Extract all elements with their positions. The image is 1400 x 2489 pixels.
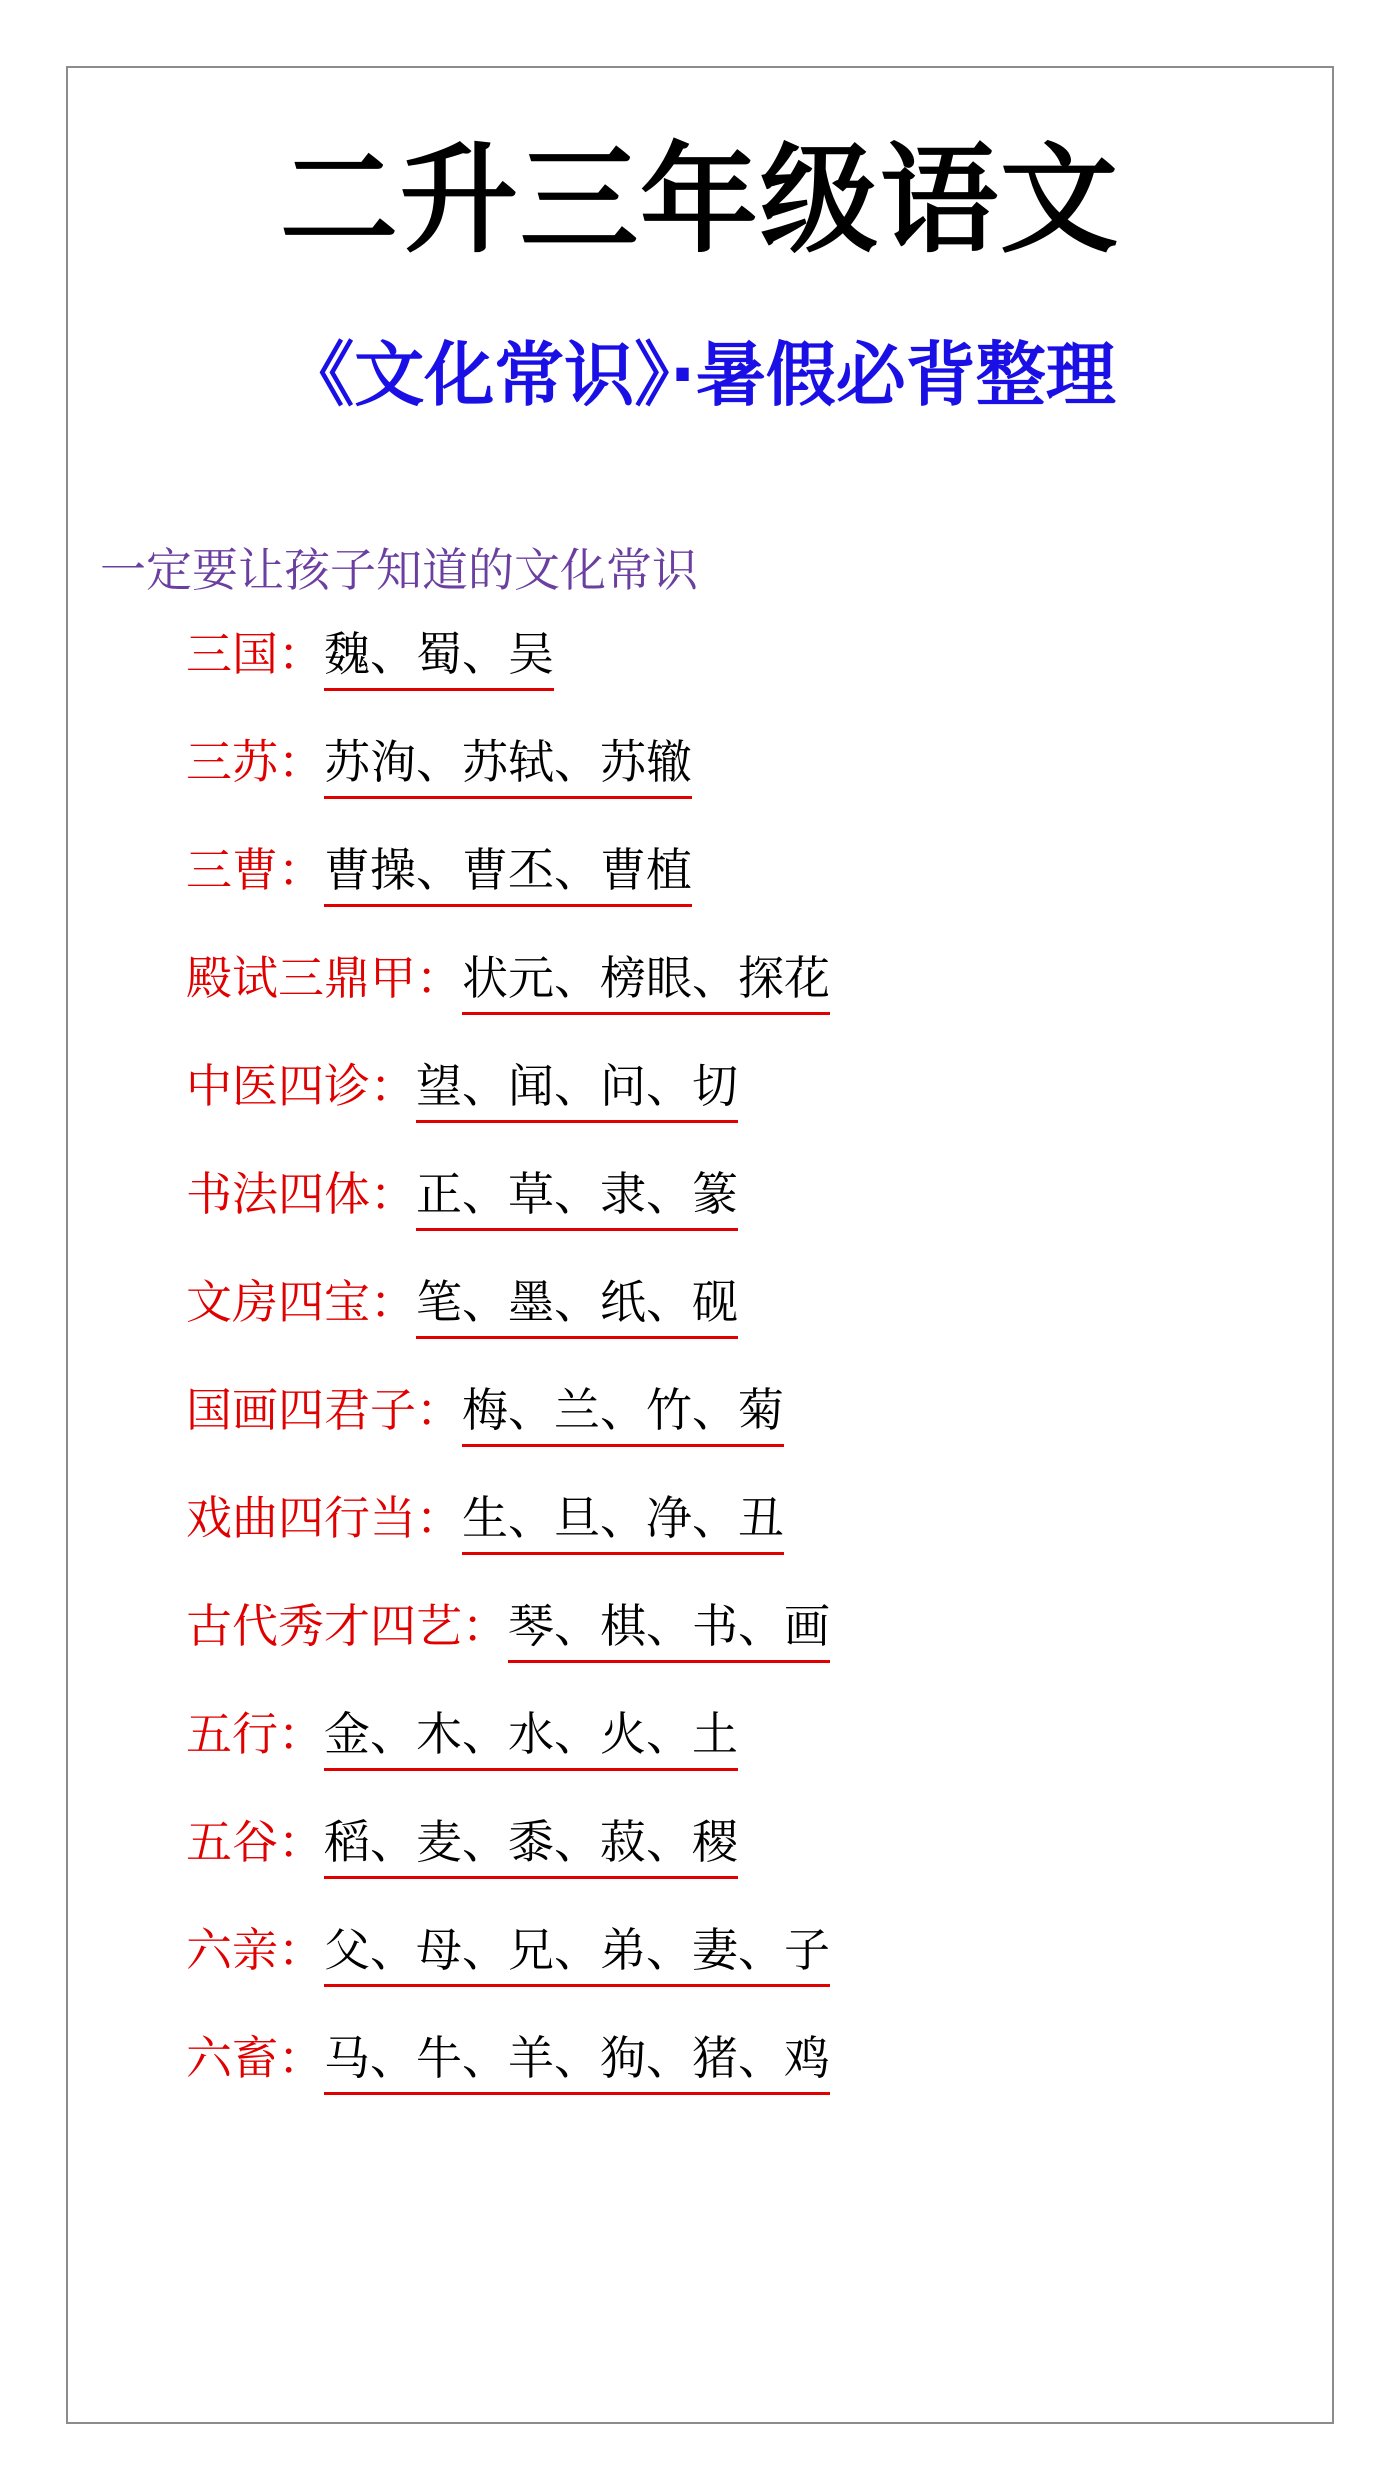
- item-value: 父、母、兄、弟、妻、子: [324, 1918, 830, 1987]
- item-label: 古代秀才四艺：: [186, 1599, 508, 1653]
- list-item: [186, 1594, 1286, 1702]
- list-item: [186, 1162, 1286, 1270]
- item-value: 正、草、隶、篆: [416, 1162, 738, 1231]
- list-item: [186, 946, 1286, 1054]
- list-item: [186, 1810, 1286, 1918]
- item-value: 望、闻、问、切: [416, 1054, 738, 1123]
- item-label: 五谷：: [186, 1815, 324, 1869]
- item-value: 马、牛、羊、狗、猪、鸡: [324, 2026, 830, 2095]
- item-value: 苏洵、苏轼、苏辙: [324, 730, 692, 799]
- knowledge-list: [186, 622, 1286, 2134]
- item-value: 生、旦、净、丑: [462, 1486, 784, 1555]
- list-item: [186, 1270, 1286, 1378]
- item-label: 六畜：: [186, 2031, 324, 2085]
- page-title: 二升三年级语文: [279, 131, 1120, 269]
- item-label: 三国：: [186, 627, 324, 681]
- item-label: 六亲：: [186, 1923, 324, 1977]
- list-item: [186, 730, 1286, 838]
- item-label: 文房四宝：: [186, 1275, 416, 1329]
- item-label: 三曹：: [186, 843, 324, 897]
- item-label: 殿试三鼎甲：: [186, 951, 462, 1005]
- item-label: 国画四君子：: [186, 1383, 462, 1437]
- list-item: [186, 1486, 1286, 1594]
- item-label: 三苏：: [186, 735, 324, 789]
- page-subtitle: 《文化常识》·暑假必背整理: [284, 334, 1116, 416]
- list-item: [186, 1702, 1286, 1810]
- section-heading: 一定要让孩子知道的文化常识: [100, 543, 698, 597]
- item-value: 琴、棋、书、画: [508, 1594, 830, 1663]
- item-value: 笔、墨、纸、砚: [416, 1270, 738, 1339]
- item-value: 梅、兰、竹、菊: [462, 1378, 784, 1447]
- item-label: 戏曲四行当：: [186, 1491, 462, 1545]
- item-value: 状元、榜眼、探花: [462, 946, 830, 1015]
- item-value: 金、木、水、火、土: [324, 1702, 738, 1771]
- item-value: 稻、麦、黍、菽、稷: [324, 1810, 738, 1879]
- item-value: 魏、蜀、吴: [324, 622, 554, 691]
- list-item: [186, 2026, 1286, 2134]
- list-item: [186, 622, 1286, 730]
- list-item: [186, 1918, 1286, 2026]
- list-item: [186, 838, 1286, 946]
- item-label: 书法四体：: [186, 1167, 416, 1221]
- list-item: [186, 1054, 1286, 1162]
- item-label: 五行：: [186, 1707, 324, 1761]
- item-label: 中医四诊：: [186, 1059, 416, 1113]
- item-value: 曹操、曹丕、曹植: [324, 838, 692, 907]
- list-item: [186, 1378, 1286, 1486]
